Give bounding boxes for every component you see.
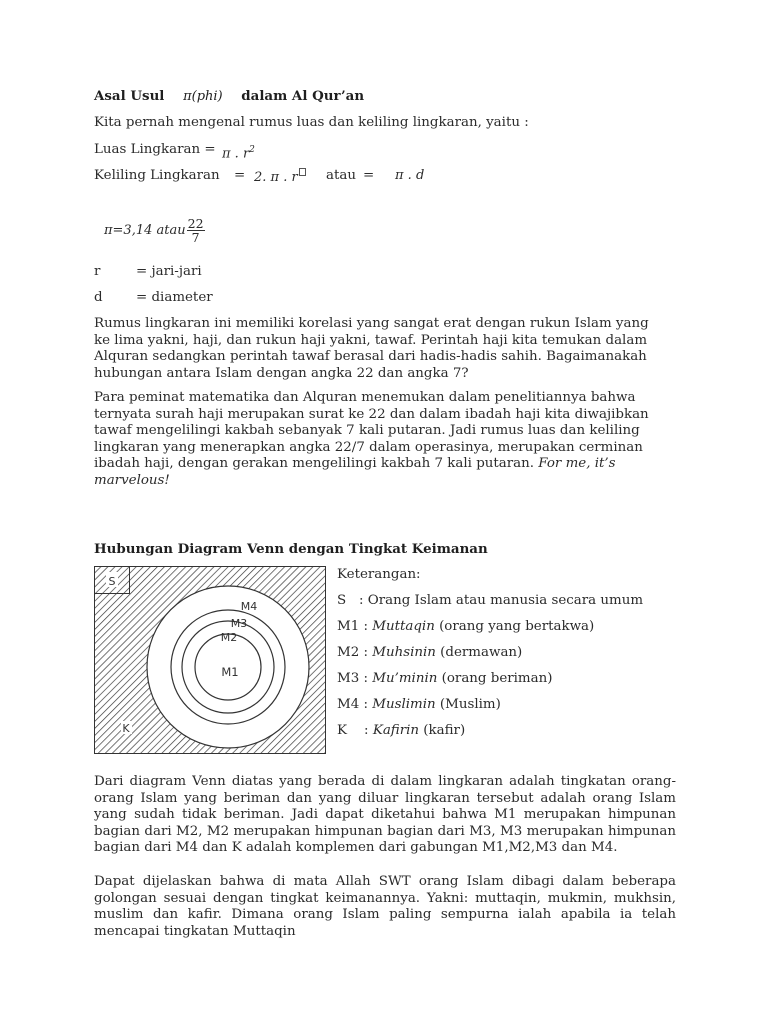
legend-item-m2 xyxy=(337,645,522,662)
fraction-denominator: 7 xyxy=(191,230,200,245)
legend-text: (Muslim) xyxy=(435,697,501,712)
legend-title: Keterangan: xyxy=(337,567,421,582)
legend-item-m1 xyxy=(337,619,594,636)
legend-text: (kafir) xyxy=(419,723,466,738)
title-part-b: dalam Al Qur’an xyxy=(241,88,365,104)
keliling-equals: = xyxy=(234,168,246,183)
r-definition: = jari-jari xyxy=(136,264,202,279)
legend-sep: : xyxy=(346,593,368,608)
atau-equals: = xyxy=(363,168,375,183)
legend-key: K xyxy=(337,723,348,738)
placeholder-box-icon xyxy=(299,168,306,176)
paragraph-1-text: Rumus lingkaran ini memiliki korelasi yang sangat erat dengan rukun Islam yang ke lima yakni, haji, dan rukun haji yakni, tawaf. Perintah haji kita temukan dalam Alquran sedangkan perintah tawaf berasal dari hadis-hadis sahih. Bagaimanakah hubungan antara Islam dengan angka 22 dan angka 7? xyxy=(94,316,649,381)
m2-label: M2 xyxy=(220,631,238,644)
legend-italic: Kafirin xyxy=(372,723,420,738)
legend-italic: Muttaqin xyxy=(372,619,435,634)
venn-diagram xyxy=(94,566,326,754)
luas-formula-exp: 2 xyxy=(249,145,255,155)
legend-italic: Muhsinin xyxy=(372,645,436,660)
legend-sep: : xyxy=(359,671,373,686)
paragraph-2 xyxy=(94,390,676,490)
luas-formula-base: π . r xyxy=(222,146,250,162)
legend-sep: : xyxy=(347,723,373,738)
m4-label: M4 xyxy=(240,600,258,613)
pi-value-text: π=3,14 atau xyxy=(104,223,186,238)
r-label: r xyxy=(94,264,101,279)
keliling-label: Keliling Lingkaran xyxy=(94,168,220,183)
legend-item-k xyxy=(337,723,465,740)
legend-italic: Mu’minin xyxy=(372,671,438,686)
intro-text: Kita pernah mengenal rumus luas dan keliling lingkaran, yaitu : xyxy=(94,115,529,130)
legend-item-s xyxy=(337,593,643,610)
fraction-numerator: 22 xyxy=(187,216,204,231)
paragraph-1 xyxy=(94,316,664,382)
atau-text: atau xyxy=(326,168,356,183)
luas-label: Luas Lingkaran = xyxy=(94,142,216,157)
legend-sep: : xyxy=(359,619,373,634)
legend-italic: Muslimin xyxy=(372,697,436,712)
legend-sep: : xyxy=(359,645,373,660)
legend-key: M1 xyxy=(337,619,360,634)
keliling-formula-text: 2. π . r xyxy=(254,170,298,185)
legend-text: (orang beriman) xyxy=(437,671,553,686)
m1-label: M1 xyxy=(221,665,239,679)
d-definition: = diameter xyxy=(136,290,213,305)
paragraph-4 xyxy=(94,874,676,940)
paragraph-2-italic: For me, it’s marvelous! xyxy=(94,456,616,488)
legend-sep: : xyxy=(359,697,373,712)
legend-text: Orang Islam atau manusia secara umum xyxy=(367,593,644,608)
pi-value xyxy=(104,217,205,244)
legend-key: M2 xyxy=(337,645,360,660)
legend-text: (dermawan) xyxy=(435,645,523,660)
k-label: K xyxy=(122,722,130,735)
keliling-formula xyxy=(254,168,306,187)
section1-title xyxy=(94,88,364,106)
paragraph-3-text: Dari diagram Venn diatas yang berada di dalam lingkaran adalah tingkatan orang-orang Islam yang beriman dan yang diluar lingkaran tersebut adalah orang Islam yang sudah tidak beriman. Jadi dapat diketahui bahwa M1 merupakan himpunan bagian dari M2, M2 merupakan himpunan bagian dari M3, M3 merupakan himpunan bagian dari M4 dan K adalah komplemen dari gabungan M1,M2,M3 dan M4. xyxy=(94,774,676,856)
section2-title: Hubungan Diagram Venn dengan Tingkat Keimanan xyxy=(94,541,488,557)
paragraph-4-text: Dapat dijelaskan bahwa di mata Allah SWT orang Islam dibagi dalam beberapa golongan sesuai dengan tingkat keimanannya. Yakni: muttaqin, mukmin, mukhsin, muslim dan kafir. Dimana orang Islam paling sempurna ialah apabila ia telah mencapai tingkatan Muttaqin xyxy=(94,874,676,939)
legend-key: S xyxy=(337,593,347,608)
m3-label: M3 xyxy=(230,617,248,630)
luas-formula xyxy=(222,142,255,163)
legend-item-m3 xyxy=(337,671,552,688)
alt-formula: π . d xyxy=(395,168,425,183)
pi-fraction xyxy=(187,217,205,244)
paragraph-2-body xyxy=(94,390,676,490)
paragraph-2-text: Para peminat matematika dan Alquran menemukan dalam penelitiannya bahwa ternyata surah haji merupakan surat ke 22 dan dalam ibadah haji kita diwajibkan tawaf mengelilingi kakbah sebanyak 7 kali putaran. Jadi rumus luas dan keliling lingkaran yang menerapkan angka 22/7 dalam operasinya, merupakan cerminan ibadah haji, dengan gerakan mengelilingi kakbah 7 kali putaran. xyxy=(94,390,649,472)
legend-key: M3 xyxy=(337,671,360,686)
legend-text: (orang yang bertakwa) xyxy=(434,619,595,634)
d-label: d xyxy=(94,290,103,305)
title-pi: π(phi) xyxy=(183,89,223,104)
legend-key: M4 xyxy=(337,697,360,712)
paragraph-3 xyxy=(94,774,676,857)
s-label: S xyxy=(108,575,116,588)
title-part-a: Asal Usul xyxy=(94,88,165,104)
legend-item-m4 xyxy=(337,697,501,714)
